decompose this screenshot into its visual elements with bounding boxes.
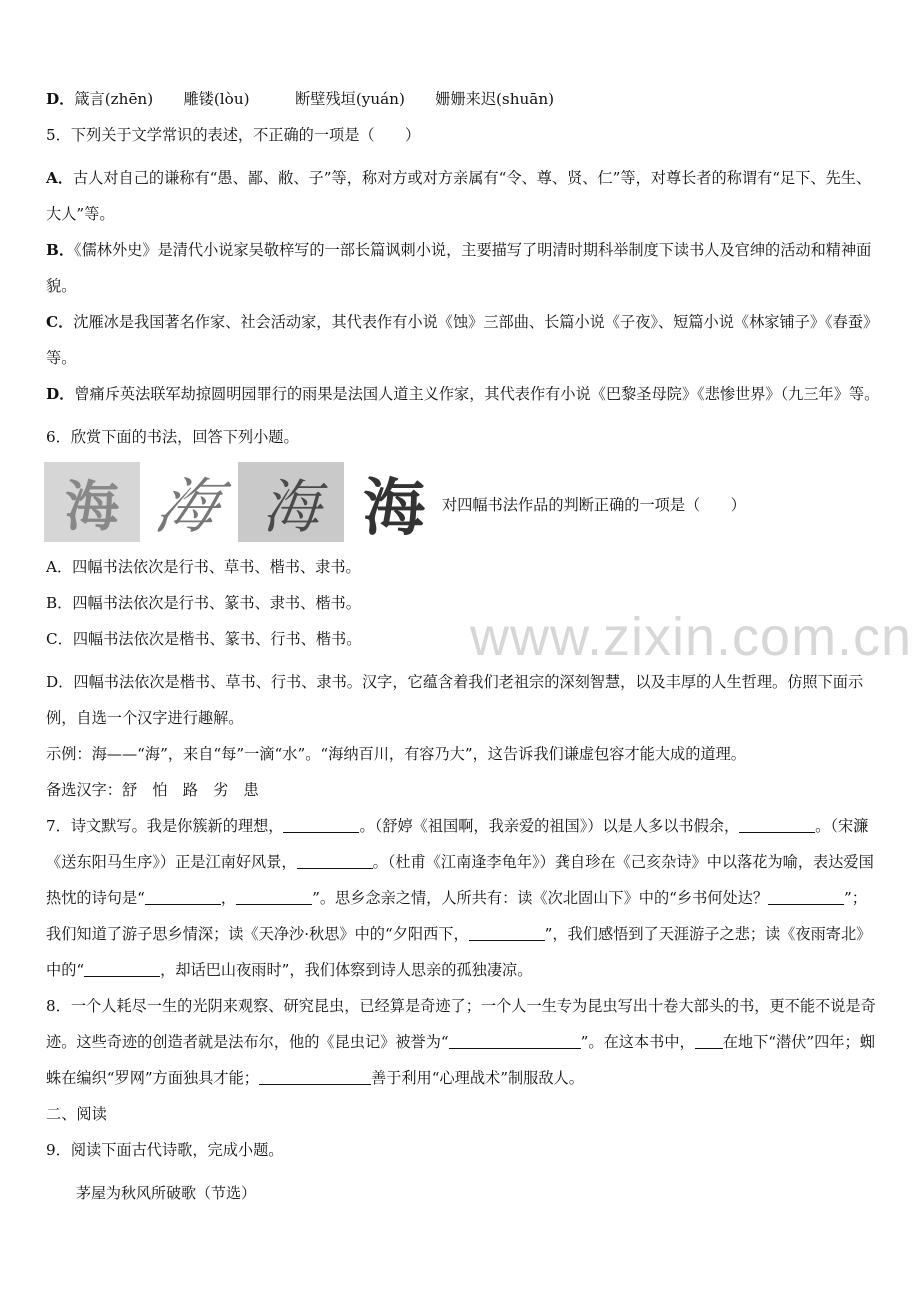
calligraphy-sample-4: 海 — [344, 462, 444, 542]
option-label: D． — [46, 385, 75, 403]
option-text: 沈雁冰是我国著名作家、社会活动家，其代表作有小说《蚀》三部曲、长篇小说《子夜》、短篇小说《林家铺子》《春蚕》等。 — [46, 313, 879, 367]
calligraphy-sample-3: 海 — [238, 462, 344, 542]
answer-blank[interactable] — [259, 1068, 371, 1085]
q6-option-a: A．四幅书法依次是行书、草书、楷书、隶书。 — [46, 558, 361, 576]
answer-blank[interactable] — [236, 888, 312, 905]
calligraphy-sample-1: 海 — [44, 462, 142, 542]
option-label: D． — [46, 90, 75, 108]
q6-question: 对四幅书法作品的判断正确的一项是（ ） — [442, 496, 746, 514]
answer-blank[interactable] — [283, 816, 359, 833]
q5-option-a — [46, 160, 880, 232]
answer-blank[interactable] — [297, 852, 373, 869]
q6-option-c: C．四幅书法依次是楷书、篆书、行书、楷书。 — [46, 630, 362, 648]
section-heading: 二、阅读 — [46, 1105, 107, 1123]
q6-option-d: D．四幅书法依次是楷书、草书、行书、隶书。汉字，它蕴含着我们老祖宗的深刻智慧，以及丰厚的人生哲理。仿照下面示例，自选一个汉字进行趣解。 — [46, 673, 864, 727]
q4-option-d — [46, 88, 880, 110]
answer-blank[interactable] — [768, 888, 844, 905]
answer-blank[interactable] — [84, 960, 160, 977]
option-label: C． — [46, 313, 74, 331]
q7-paragraph: 7．诗文默写。我是你簇新的理想， 。（舒婷《祖国啊，我亲爱的祖国》）以是人多以书假余， 。（宋濂《送东阳马生序》）正是江南好风景， 。（杜甫《江南逢李龟年》）龚自珍在《己亥杂诗》中以落花为喻，表达爱国热忱的诗句是“ ， ”。思乡念亲之情，人所共有：读《次北固山下》中的“乡书何处达？ ”；我们知道了游子思乡情深；读《天净沙·秋思》中的“夕阳西下， ”，我们感悟到了天涯游子之悲；读《夜雨寄北》中的“ ，却话巴山夜雨时”，我们体察到诗人思亲的孤独凄凉。 — [46, 817, 874, 979]
q9-stem: 9．阅读下面古代诗歌，完成小题。 — [46, 1141, 284, 1159]
q6-stem: 6．欣赏下面的书法，回答下列小题。 — [46, 428, 299, 446]
option-text: 《儒林外史》是清代小说家吴敬梓写的一部长篇讽刺小说，主要描写了明清时期科举制度下读书人及官绅的活动和精神面貌。 — [46, 241, 872, 295]
poem-title: 茅屋为秋风所破歌（节选） — [76, 1184, 257, 1202]
answer-blank[interactable] — [739, 816, 815, 833]
option-label: B． — [46, 241, 75, 259]
q6-option-b: B．四幅书法依次是行书、篆书、隶书、楷书。 — [46, 594, 361, 612]
q8-paragraph: 8．一个人耗尽一生的光阴来观察、研究昆虫，已经算是奇迹了；一个人一生专为昆虫写出十卷大部头的书，更不能不说是奇迹。这些奇迹的创造者就是法布尔，他的《昆虫记》被誉为“ ”。在这本书中， 在地下“潜伏”四年；蜘蛛在编织“罗网”方面独具才能； 善于利用“心理战术”制服敌人。 — [46, 997, 876, 1087]
calligraphy-sample-2: 海 — [140, 462, 238, 542]
answer-blank[interactable] — [695, 1032, 723, 1049]
option-text: 箴言(zhēn) 雕镂(lòu) 断壁残垣(yuán) 姗姗来迟(shuān) — [74, 90, 555, 108]
option-label: A． — [46, 169, 73, 187]
calligraphy-images — [44, 462, 880, 546]
watermark: www.zixin.com.cn — [470, 607, 913, 667]
option-text: 古人对自己的谦称有“愚、鄙、敝、子”等，称对方或对方亲属有“令、尊、贤、仁”等，对尊长者的称谓有“足下、先生、大人”等。 — [46, 169, 872, 223]
q5-option-c — [46, 304, 880, 376]
q6-example: 示例：海——“海”，来自“每”一滴“水”。“海纳百川，有容乃大”，这告诉我们谦虚包容才能大成的道理。 — [46, 745, 746, 763]
answer-blank[interactable] — [145, 888, 221, 905]
option-text: 曾痛斥英法联军劫掠圆明园罪行的雨果是法国人道主义作家，其代表作有小说《巴黎圣母院》《悲惨世界》（九三年》等。 — [74, 385, 880, 403]
q5-stem: 5．下列关于文学常识的表述，不正确的一项是（ ） — [46, 126, 421, 144]
q5-option-b — [46, 232, 880, 304]
q6-candidates: 备选汉字：舒 怕 路 劣 患 — [46, 781, 259, 799]
q5-option-d — [46, 376, 880, 412]
answer-blank[interactable] — [449, 1032, 581, 1049]
answer-blank[interactable] — [469, 924, 545, 941]
